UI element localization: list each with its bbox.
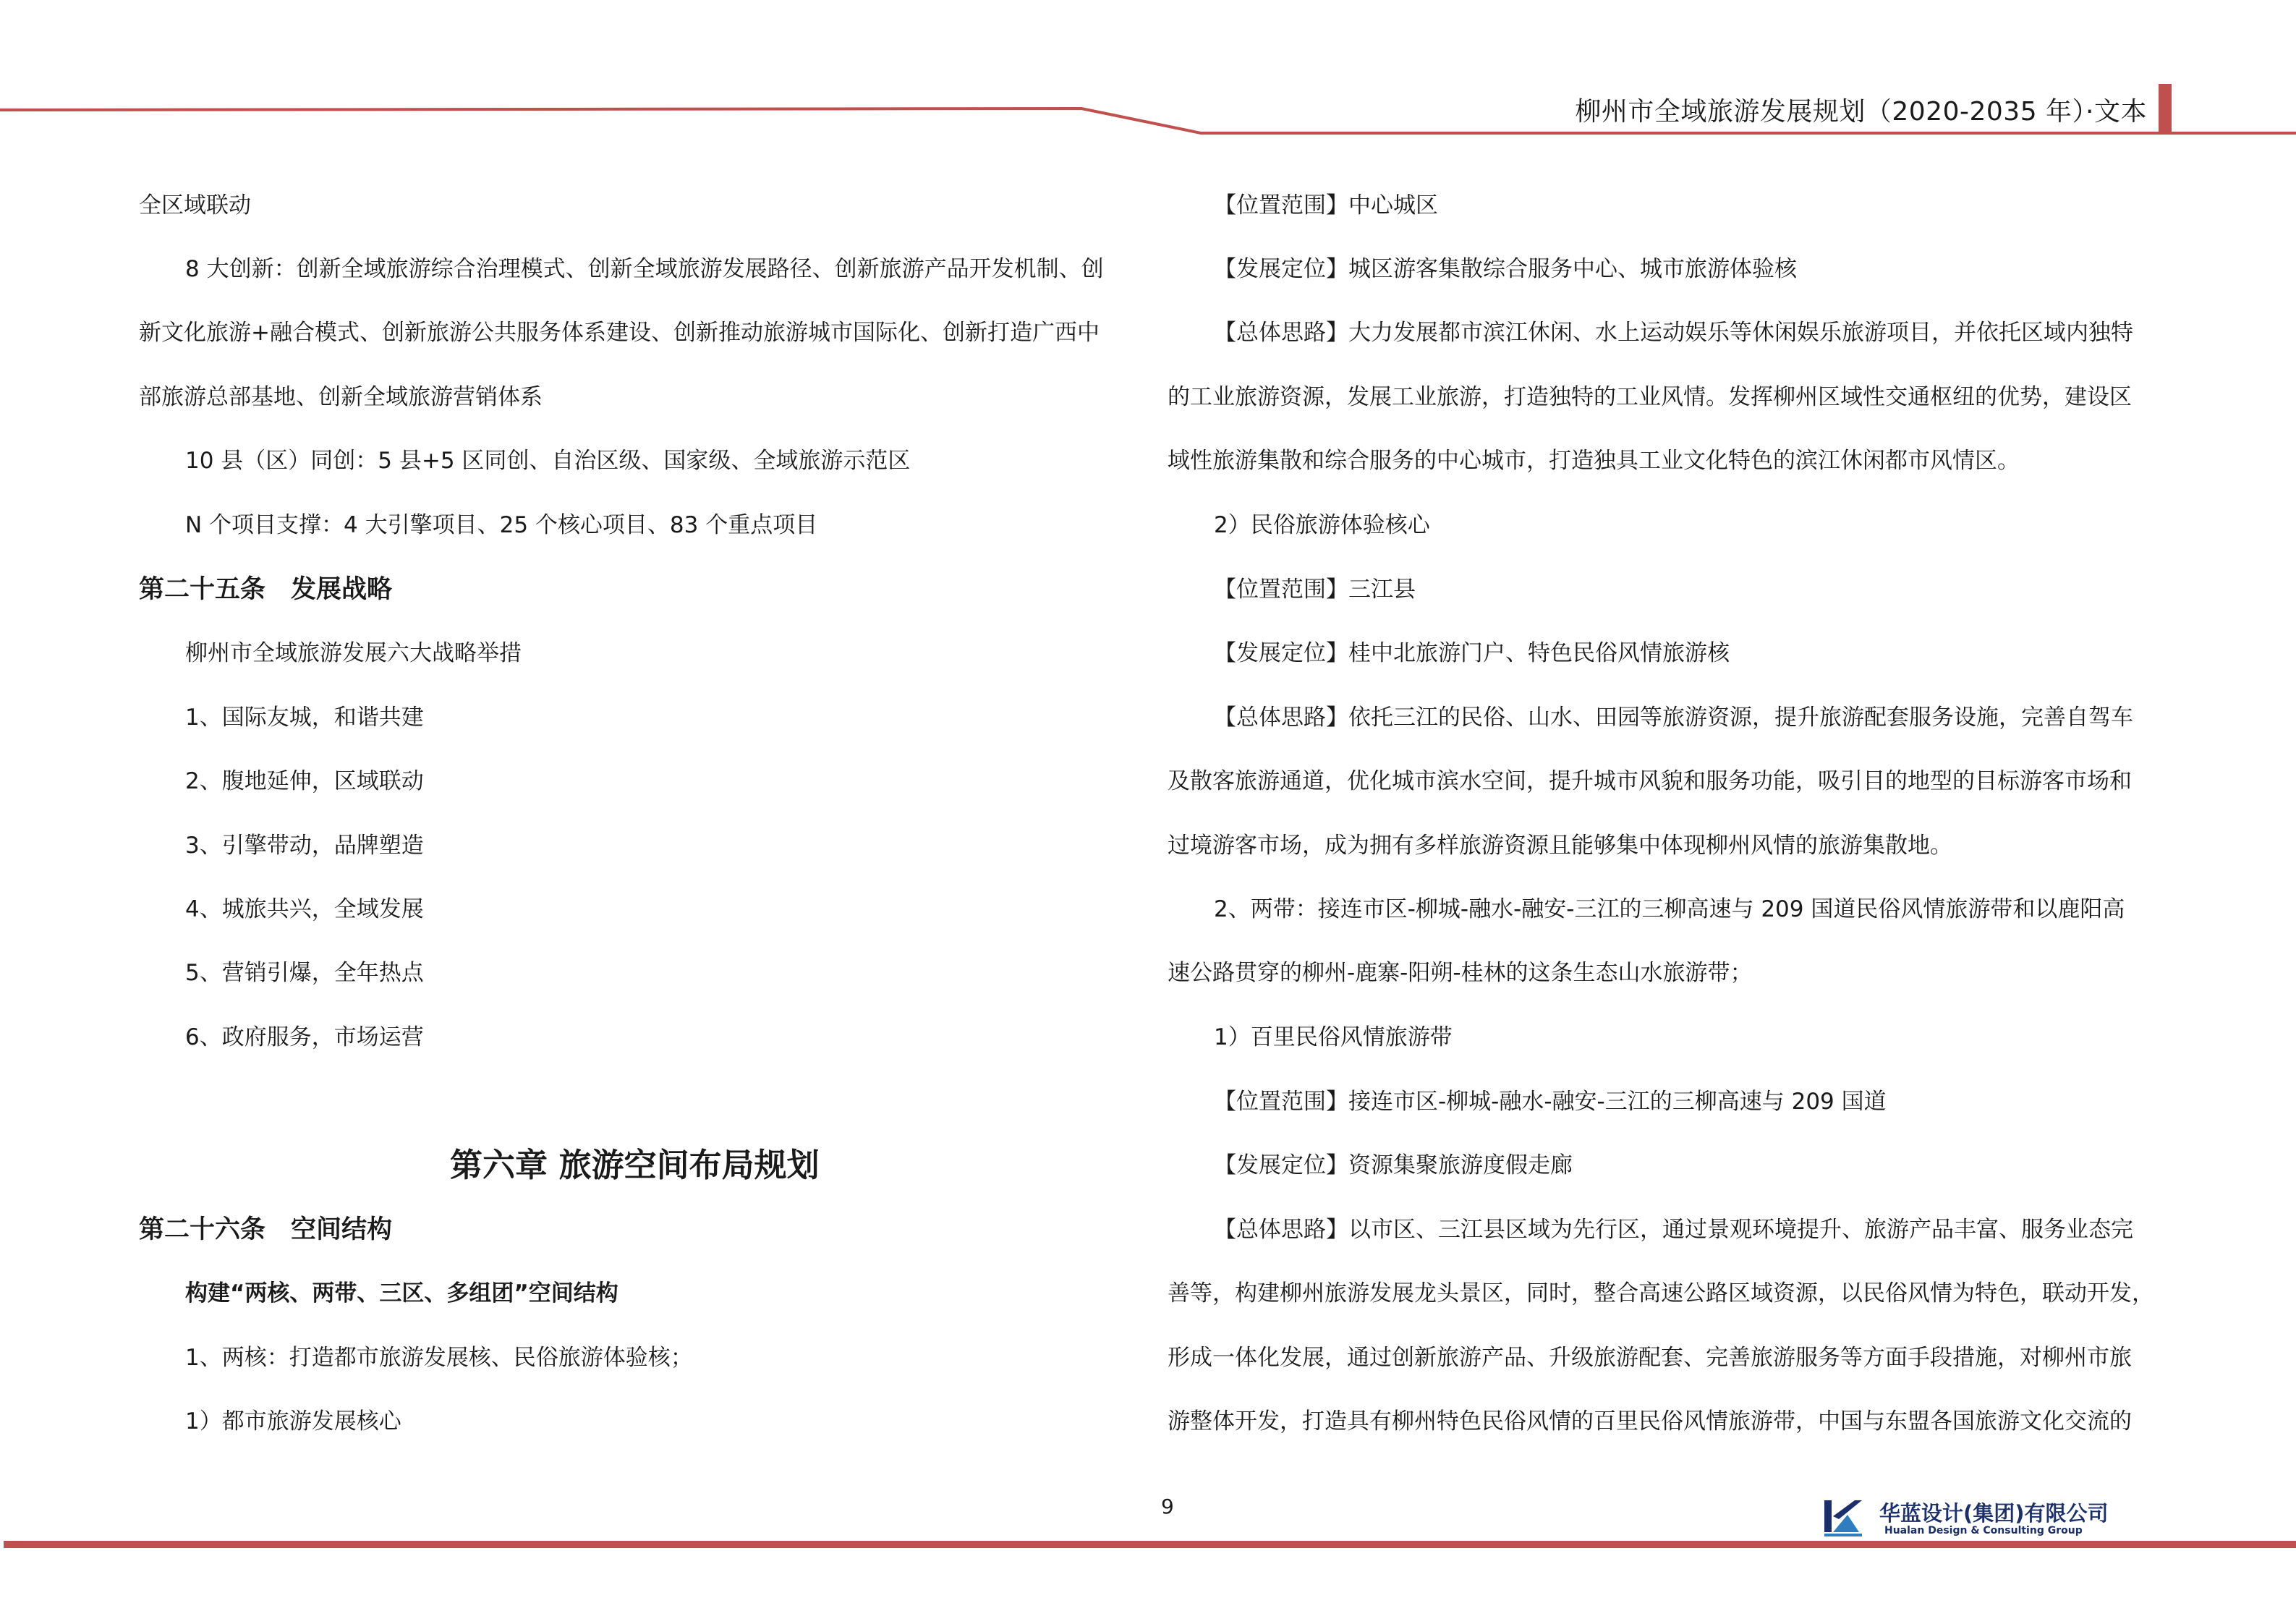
paragraph: 域性旅游集散和综合服务的中心城市，打造独具工业文化特色的滨江休闲都市风情区。 [1168, 448, 2020, 474]
paragraph: 及散客旅游通道，优化城市滨水空间，提升城市风貌和服务功能，吸引目的地型的目标游客市场和 [1168, 768, 2132, 794]
list-item: 1）百里民俗风情旅游带 [1214, 1024, 1453, 1050]
document-header-title: 柳州市全域旅游发展规划（2020-2035 年）·文本 [1575, 97, 2147, 127]
footer-rule [4, 1541, 2296, 1548]
paragraph: 1、两核：打造都市旅游发展核、民俗旅游体验核； [185, 1345, 693, 1371]
paragraph: 【发展定位】资源集聚旅游度假走廊 [1214, 1152, 1573, 1178]
list-item: 4、城旅共兴，全域发展 [185, 896, 424, 922]
header-accent-bar [2159, 84, 2172, 132]
paragraph: 【位置范围】中心城区 [1214, 192, 1438, 218]
chapter-title: 第六章 旅游空间布局规划 [450, 1146, 820, 1184]
paragraph: 部旅游总部基地、创新全域旅游营销体系 [139, 384, 543, 410]
paragraph: 全区域联动 [139, 192, 251, 218]
hualan-logo-icon [1823, 1497, 1863, 1536]
company-name-en: Hualan Design & Consulting Group [1884, 1525, 2083, 1536]
list-item: 5、营销引爆，全年热点 [185, 960, 424, 986]
paragraph: 【总体思路】依托三江的民俗、山水、田园等旅游资源，提升旅游配套服务设施，完善自驾车 [1214, 705, 2133, 731]
paragraph: 【位置范围】三江县 [1214, 577, 1416, 603]
list-item: 1）都市旅游发展核心 [185, 1408, 401, 1434]
header-rule [0, 0, 2296, 159]
page-number: 9 [1161, 1495, 1174, 1518]
list-item: 2、腹地延伸，区域联动 [185, 768, 424, 794]
company-name-cn: 华蓝设计(集团)有限公司 [1879, 1501, 2109, 1526]
list-item: 3、引擎带动，品牌塑造 [185, 833, 424, 859]
company-logo [1823, 1496, 2109, 1539]
paragraph: 形成一体化发展，通过创新旅游产品、升级旅游配套、完善旅游服务等方面手段措施，对柳州市旅 [1168, 1345, 2132, 1371]
paragraph: 2、两带：接连市区-柳城-融水-融安-三江的三柳高速与 209 国道民俗风情旅游带和以鹿阳高 [1214, 896, 2125, 922]
paragraph: 【位置范围】接连市区-柳城-融水-融安-三江的三柳高速与 209 国道 [1214, 1089, 1887, 1115]
list-item: 6、政府服务，市场运营 [185, 1024, 424, 1050]
paragraph: 【总体思路】以市区、三江县区域为先行区，通过景观环境提升、旅游产品丰富、服务业态完 [1214, 1217, 2133, 1243]
section-subheading: 构建“两核、两带、三区、多组团”空间结构 [185, 1280, 618, 1306]
paragraph: 游整体开发，打造具有柳州特色民俗风情的百里民俗风情旅游带，中国与东盟各国旅游文化交流的 [1168, 1408, 2132, 1434]
paragraph: 新文化旅游+融合模式、创新旅游公共服务体系建设、创新推动旅游城市国际化、创新打造广西中 [139, 320, 1100, 346]
list-item: 2）民俗旅游体验核心 [1214, 512, 1430, 538]
paragraph: 过境游客市场，成为拥有多样旅游资源且能够集中体现柳州风情的旅游集散地。 [1168, 833, 1952, 859]
paragraph: N 个项目支撑：4 大引擎项目、25 个核心项目、83 个重点项目 [185, 512, 818, 538]
list-item: 1、国际友城，和谐共建 [185, 705, 424, 731]
paragraph: 10 县（区）同创：5 县+5 区同创、自治区级、国家级、全域旅游示范区 [185, 448, 911, 474]
article-heading: 第二十六条 空间结构 [139, 1215, 393, 1244]
paragraph: 速公路贯穿的柳州-鹿寨-阳朔-桂林的这条生态山水旅游带； [1168, 960, 1753, 986]
paragraph: 的工业旅游资源，发展工业旅游，打造独特的工业风情。发挥柳州区域性交通枢纽的优势，建设区 [1168, 384, 2132, 410]
paragraph: 【总体思路】大力发展都市滨江休闲、水上运动娱乐等休闲娱乐旅游项目，并依托区域内独特 [1214, 320, 2133, 346]
article-heading: 第二十五条 发展战略 [139, 575, 393, 604]
paragraph: 善等，构建柳州旅游发展龙头景区，同时，整合高速公路区域资源，以民俗风情为特色，联动开发， [1168, 1280, 2154, 1306]
paragraph: 【发展定位】桂中北旅游门户、特色民俗风情旅游核 [1214, 640, 1730, 666]
paragraph: 【发展定位】城区游客集散综合服务中心、城市旅游体验核 [1214, 256, 1797, 282]
paragraph: 柳州市全域旅游发展六大战略举措 [185, 640, 522, 666]
paragraph: 8 大创新：创新全域旅游综合治理模式、创新全域旅游发展路径、创新旅游产品开发机制、创 [185, 256, 1104, 282]
